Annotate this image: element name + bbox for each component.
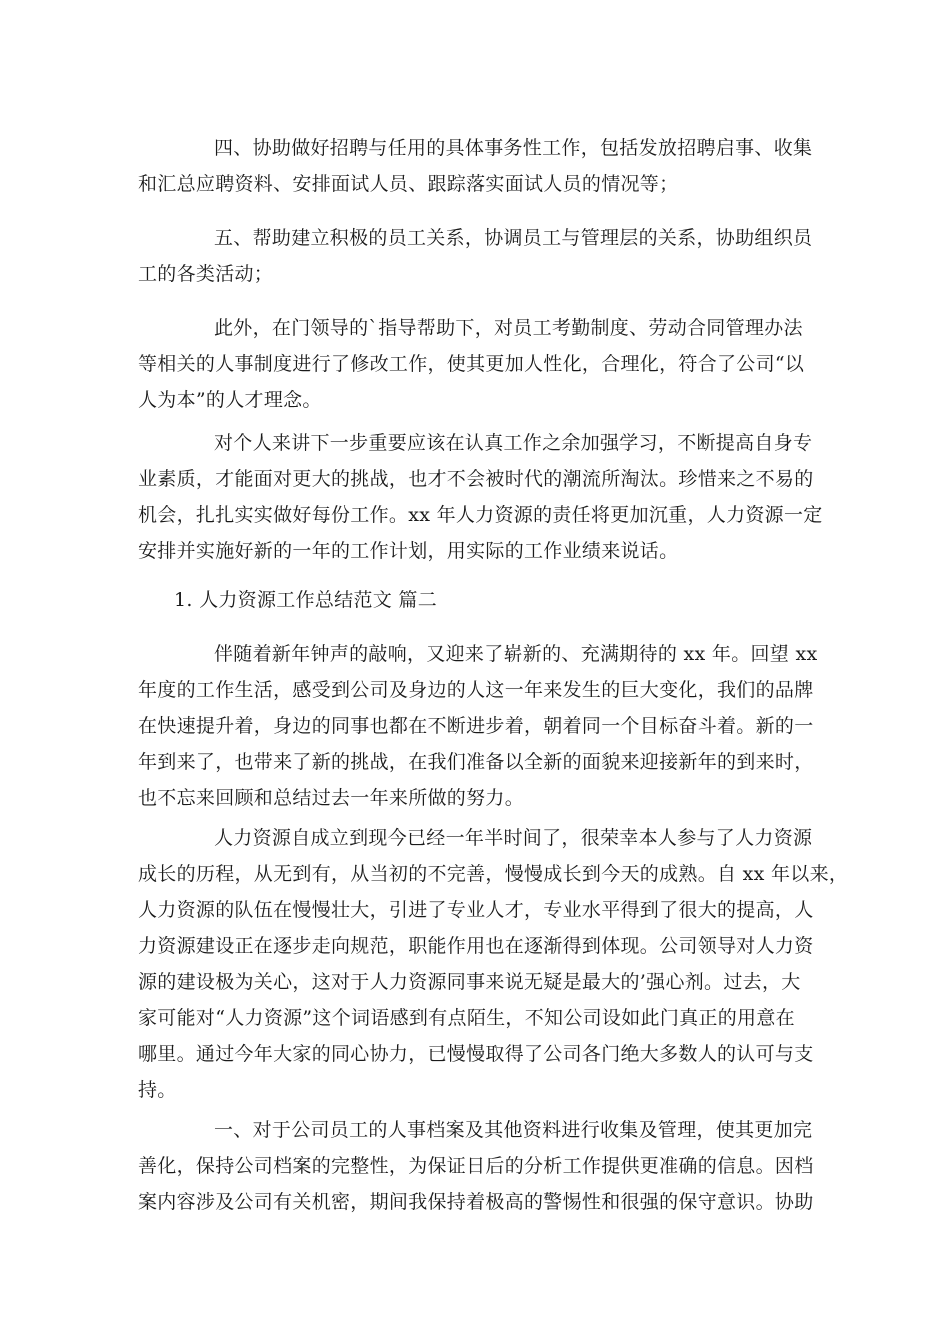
text-line: 机会，扎扎实实做好每份工作。xx 年人力资源的责任将更加沉重，人力资源一定 <box>138 504 823 526</box>
text-line: 一、对于公司员工的人事档案及其他资料进行收集及管理，使其更加完 <box>214 1119 813 1141</box>
text-line: 伴随着新年钟声的敲响，又迎来了崭新的、充满期待的 xx 年。回望 xx <box>214 643 818 665</box>
text-line: 也不忘来回顾和总结过去一年来所做的努力。 <box>138 787 525 809</box>
paragraph-policy-revision <box>138 310 838 418</box>
text-line: 持。 <box>138 1079 177 1101</box>
paragraph-personal-plan <box>138 425 838 569</box>
paragraph-recruitment-duties <box>138 130 838 202</box>
text-line: 年到来了，也带来了新的挑战，在我们准备以全新的面貌来迎接新年的到来时， <box>138 751 814 773</box>
text-line: 家可能对“人力资源”这个词语感到有点陌生，不知公司设如此门真正的用意在 <box>138 1007 795 1029</box>
text-line: 和汇总应聘资料、安排面试人员、跟踪落实面试人员的情况等； <box>138 173 679 195</box>
text-line: 人力资源自成立到现今已经一年半时间了，很荣幸本人参与了人力资源 <box>214 827 813 849</box>
text-line: 工的各类活动； <box>138 263 274 285</box>
text-line: 四、协助做好招聘与任用的具体事务性工作，包括发放招聘启事、收集 <box>214 137 813 159</box>
text-line: 案内容涉及公司有关机密，期间我保持着极高的警惕性和很强的保守意识。协助 <box>138 1191 814 1213</box>
text-line: 此外，在门领导的`指导帮助下，对员工考勤制度、劳动合同管理办法 <box>214 317 803 339</box>
text-line: 哪里。通过今年大家的同心协力，已慢慢取得了公司各门绝大多数人的认可与支 <box>138 1043 814 1065</box>
text-line: 业素质，才能面对更大的挑战，也才不会被时代的潮流所淘汰。珍惜来之不易的 <box>138 468 814 490</box>
text-line: 成长的历程，从无到有，从当初的不完善，慢慢成长到今天的成熟。自 xx 年以来， <box>138 863 849 885</box>
text-line: 善化，保持公司档案的完整性，为保证日后的分析工作提供更准确的信息。因档 <box>138 1155 814 1177</box>
paragraph-hr-growth <box>138 820 849 1108</box>
text-line: 对个人来讲下一步重要应该在认真工作之余加强学习，不断提高自身专 <box>214 432 813 454</box>
text-line: 五、帮助建立积极的员工关系，协调员工与管理层的关系，协助组织员 <box>214 227 813 249</box>
paragraph-new-year-intro <box>138 636 838 816</box>
text-line: 等相关的人事制度进行了修改工作，使其更加人性化，合理化，符合了公司“以 <box>138 353 805 375</box>
text-line: 源的建设极为关心，这对于人力资源同事来说无疑是最大的’强心剂。过去，大 <box>138 971 801 993</box>
text-line: 年度的工作生活，感受到公司及身边的人这一年来发生的巨大变化，我们的品牌 <box>138 679 814 701</box>
paragraph-personnel-files <box>138 1112 838 1220</box>
section-heading <box>138 582 838 618</box>
text-line: 在快速提升着，身边的同事也都在不断进步着，朝着同一个目标奋斗着。新的一 <box>138 715 814 737</box>
text-line: 力资源建设正在逐步走向规范，职能作用也在逐渐得到体现。公司领导对人力资 <box>138 935 814 957</box>
text-line: 人为本”的人才理念。 <box>138 389 322 411</box>
section-title: 1. 人力资源工作总结范文 篇二 <box>174 589 438 611</box>
text-line: 安排并实施好新的一年的工作计划，用实际的工作业绩来说话。 <box>138 540 679 562</box>
text-line: 人力资源的队伍在慢慢壮大，引进了专业人才，专业水平得到了很大的提高，人 <box>138 899 814 921</box>
paragraph-employee-relations <box>138 220 838 292</box>
